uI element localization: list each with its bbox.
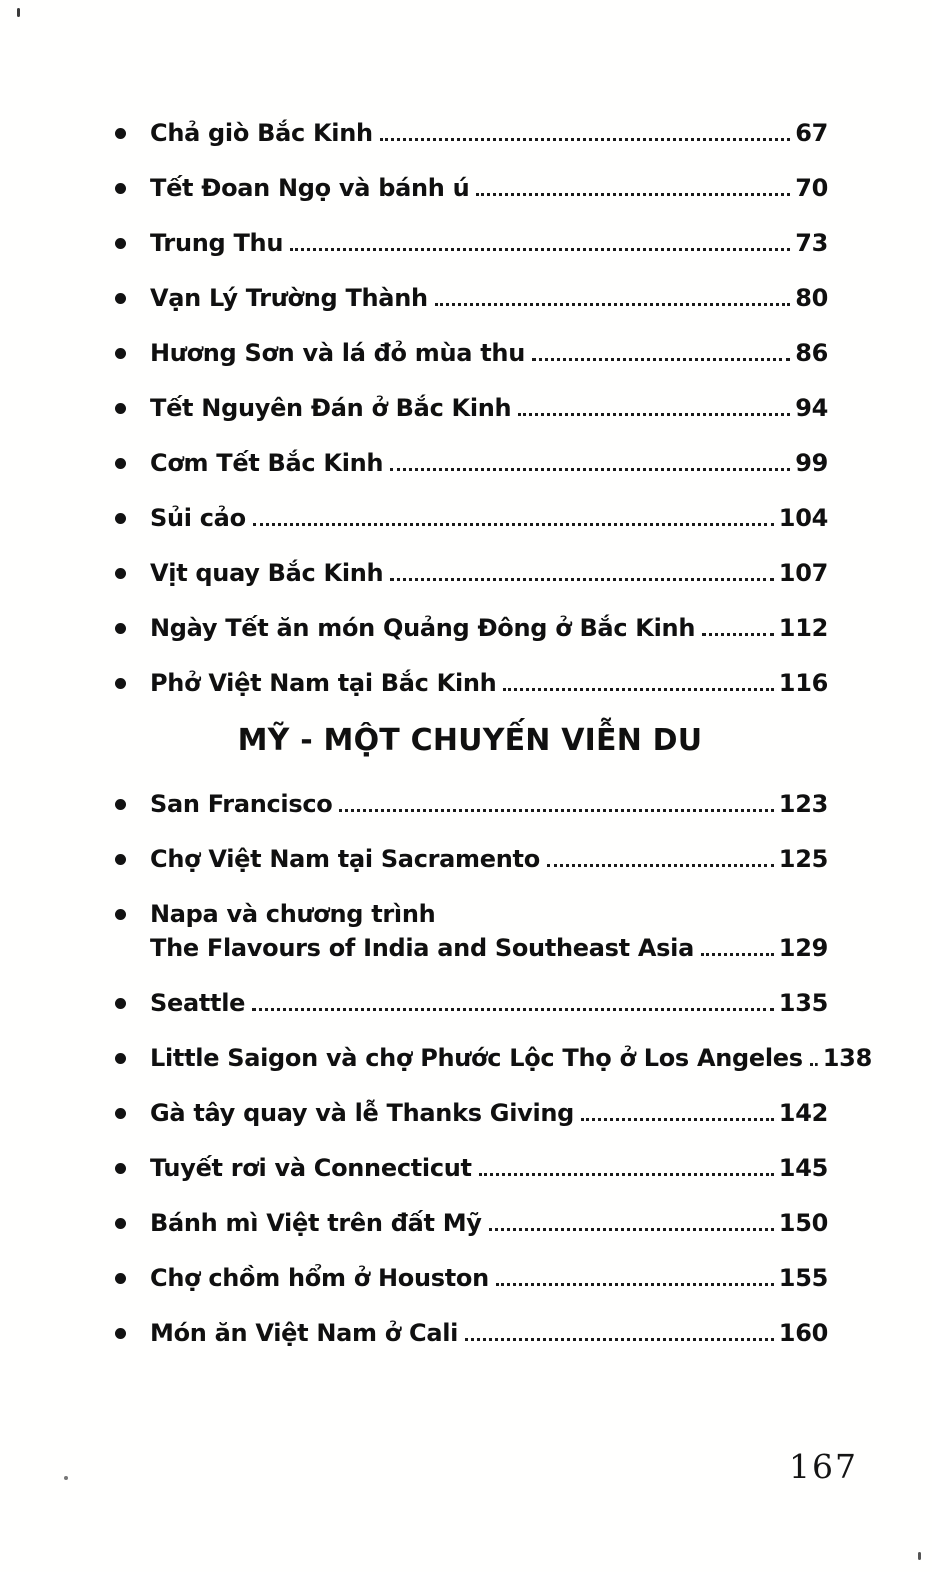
toc — [112, 116, 872, 1350]
entry-content — [150, 391, 828, 425]
toc-entry — [112, 787, 828, 821]
bullet-icon — [112, 842, 150, 876]
toc-entry — [112, 666, 828, 700]
entry-title: Ngày Tết ăn món Quảng Đông ở Bắc Kinh — [150, 614, 696, 642]
bullet-icon — [112, 226, 150, 260]
toc-entry — [112, 1316, 828, 1350]
entry-line — [150, 931, 828, 965]
bullet-icon — [112, 986, 150, 1020]
toc-entry — [112, 116, 828, 150]
entry-content — [150, 897, 828, 965]
entry-page-number: 73 — [795, 229, 828, 257]
bullet-icon — [112, 787, 150, 821]
toc-entry — [112, 897, 828, 965]
entry-line — [150, 1151, 828, 1185]
entry-title: Phở Việt Nam tại Bắc Kinh — [150, 669, 497, 697]
entry-page-number: 135 — [778, 989, 828, 1017]
dot-leader — [518, 412, 790, 416]
entry-content — [150, 1151, 828, 1185]
entry-content — [150, 226, 828, 260]
entry-line — [150, 787, 828, 821]
dot-leader — [532, 357, 790, 361]
dot-leader — [503, 687, 773, 691]
section-heading: MỸ - MỘT CHUYẾN VIỄN DU — [237, 723, 703, 758]
toc-entry — [112, 281, 828, 315]
entry-page-number: 138 — [822, 1044, 872, 1072]
entry-page-number: 80 — [795, 284, 828, 312]
dot-leader — [290, 247, 790, 251]
bullet-icon — [112, 897, 150, 931]
toc-entry — [112, 391, 828, 425]
entry-content — [150, 171, 828, 205]
bullet-icon — [112, 1151, 150, 1185]
entry-content — [150, 1096, 828, 1130]
entry-page-number: 142 — [778, 1099, 828, 1127]
entry-title: Tết Nguyên Đán ở Bắc Kinh — [150, 394, 512, 422]
toc-entry — [112, 336, 828, 370]
entry-page-number: 145 — [778, 1154, 828, 1182]
entry-line — [150, 1096, 828, 1130]
entry-content — [150, 842, 828, 876]
entry-title: Món ăn Việt Nam ở Cali — [150, 1319, 459, 1347]
entry-title: Tuyết rơi và Connecticut — [150, 1154, 472, 1182]
bullet-icon — [112, 1206, 150, 1240]
dot-leader — [435, 302, 790, 306]
dot-leader — [380, 137, 790, 141]
entry-line — [150, 1206, 828, 1240]
dot-leader — [810, 1062, 818, 1066]
toc-entry — [112, 842, 828, 876]
bullet-icon — [112, 116, 150, 150]
bullet-icon — [112, 501, 150, 535]
entry-content — [150, 986, 828, 1020]
entry-page-number: 129 — [778, 934, 828, 962]
entry-title: Bánh mì Việt trên đất Mỹ — [150, 1209, 482, 1237]
toc-entry — [112, 556, 828, 590]
dot-leader — [390, 467, 790, 471]
entry-line — [150, 501, 828, 535]
entry-line — [150, 116, 828, 150]
entry-title: Chợ chồm hổm ở Houston — [150, 1264, 489, 1292]
toc-entry — [112, 226, 828, 260]
entry-page-number: 99 — [795, 449, 828, 477]
entry-line — [150, 842, 828, 876]
dot-leader — [547, 863, 774, 867]
entry-title: Vạn Lý Trường Thành — [150, 284, 428, 312]
dot-leader — [253, 522, 774, 526]
entry-title: Chợ Việt Nam tại Sacramento — [150, 845, 540, 873]
dot-leader — [701, 952, 774, 956]
bullet-icon — [112, 336, 150, 370]
entry-line — [150, 611, 828, 645]
entry-title: Napa và chương trình — [150, 900, 436, 928]
entry-line — [150, 986, 828, 1020]
entry-title: Little Saigon và chợ Phước Lộc Thọ ở Los Angeles — [150, 1044, 803, 1072]
entry-content — [150, 1316, 828, 1350]
bullet-icon — [112, 1261, 150, 1295]
dot-leader — [479, 1172, 774, 1176]
toc-entry — [112, 1261, 828, 1295]
entry-line — [150, 226, 828, 260]
entry-page-number: 70 — [795, 174, 828, 202]
entry-title: The Flavours of India and Southeast Asia — [150, 934, 694, 962]
entry-page-number: 86 — [795, 339, 828, 367]
toc-entry — [112, 501, 828, 535]
entry-title: Sủi cảo — [150, 504, 246, 532]
dot-leader — [581, 1117, 774, 1121]
entry-line — [150, 897, 828, 931]
entry-content — [150, 116, 828, 150]
bullet-icon — [112, 1316, 150, 1350]
entry-page-number: 116 — [778, 669, 828, 697]
entry-page-number: 104 — [778, 504, 828, 532]
toc-entry — [112, 986, 828, 1020]
dot-leader — [252, 1007, 774, 1011]
bullet-icon — [112, 281, 150, 315]
entry-page-number: 112 — [778, 614, 828, 642]
entry-title: Tết Đoan Ngọ và bánh ú — [150, 174, 470, 202]
entry-title: Vịt quay Bắc Kinh — [150, 559, 384, 587]
entry-content — [150, 666, 828, 700]
entry-content — [150, 1261, 828, 1295]
entry-title: Chả giò Bắc Kinh — [150, 119, 373, 147]
scan-artifact — [64, 1476, 68, 1480]
dot-leader — [496, 1282, 774, 1286]
entry-line — [150, 666, 828, 700]
bullet-icon — [112, 391, 150, 425]
dot-leader — [702, 632, 774, 636]
dot-leader — [476, 192, 790, 196]
entry-line — [150, 1041, 872, 1075]
entry-line — [150, 1316, 828, 1350]
entry-page-number: 155 — [778, 1264, 828, 1292]
entry-line — [150, 171, 828, 205]
bullet-icon — [112, 556, 150, 590]
entry-line — [150, 556, 828, 590]
dot-leader — [465, 1337, 774, 1341]
entry-content — [150, 281, 828, 315]
toc-entry — [112, 446, 828, 480]
entry-content — [150, 446, 828, 480]
toc-entry — [112, 1096, 828, 1130]
entry-content — [150, 501, 828, 535]
bullet-icon — [112, 1041, 150, 1075]
entry-title: Cơm Tết Bắc Kinh — [150, 449, 384, 477]
entry-page-number: 94 — [795, 394, 828, 422]
entry-content — [150, 336, 828, 370]
entry-content — [150, 556, 828, 590]
bullet-icon — [112, 611, 150, 645]
entry-title: Trung Thu — [150, 229, 284, 257]
entry-page-number: 123 — [778, 790, 828, 818]
dot-leader — [489, 1227, 774, 1231]
entry-line — [150, 281, 828, 315]
entry-page-number: 67 — [795, 119, 828, 147]
entry-title: San Francisco — [150, 790, 333, 818]
toc-entry — [112, 171, 828, 205]
entry-content — [150, 611, 828, 645]
entry-line — [150, 336, 828, 370]
entry-page-number: 150 — [778, 1209, 828, 1237]
toc-entry — [112, 1206, 828, 1240]
bullet-icon — [112, 1096, 150, 1130]
entry-line — [150, 446, 828, 480]
toc-entry — [112, 1041, 872, 1075]
entry-page-number: 107 — [778, 559, 828, 587]
bullet-icon — [112, 446, 150, 480]
entry-title: Gà tây quay và lễ Thanks Giving — [150, 1099, 575, 1127]
scan-artifact — [918, 1552, 921, 1560]
dot-leader — [390, 577, 773, 581]
entry-title: Seattle — [150, 989, 246, 1017]
entry-content — [150, 1041, 872, 1075]
toc-entry — [112, 611, 828, 645]
toc-entry — [112, 1151, 828, 1185]
entry-content — [150, 787, 828, 821]
entry-title: Hương Sơn và lá đỏ mùa thu — [150, 339, 525, 367]
entry-page-number: 125 — [778, 845, 828, 873]
bullet-icon — [112, 171, 150, 205]
scan-artifact — [17, 8, 20, 17]
entry-page-number: 160 — [778, 1319, 828, 1347]
entry-line — [150, 1261, 828, 1295]
bullet-icon — [112, 666, 150, 700]
page-number: 167 — [789, 1447, 858, 1486]
dot-leader — [339, 808, 773, 812]
entry-line — [150, 391, 828, 425]
entry-content — [150, 1206, 828, 1240]
